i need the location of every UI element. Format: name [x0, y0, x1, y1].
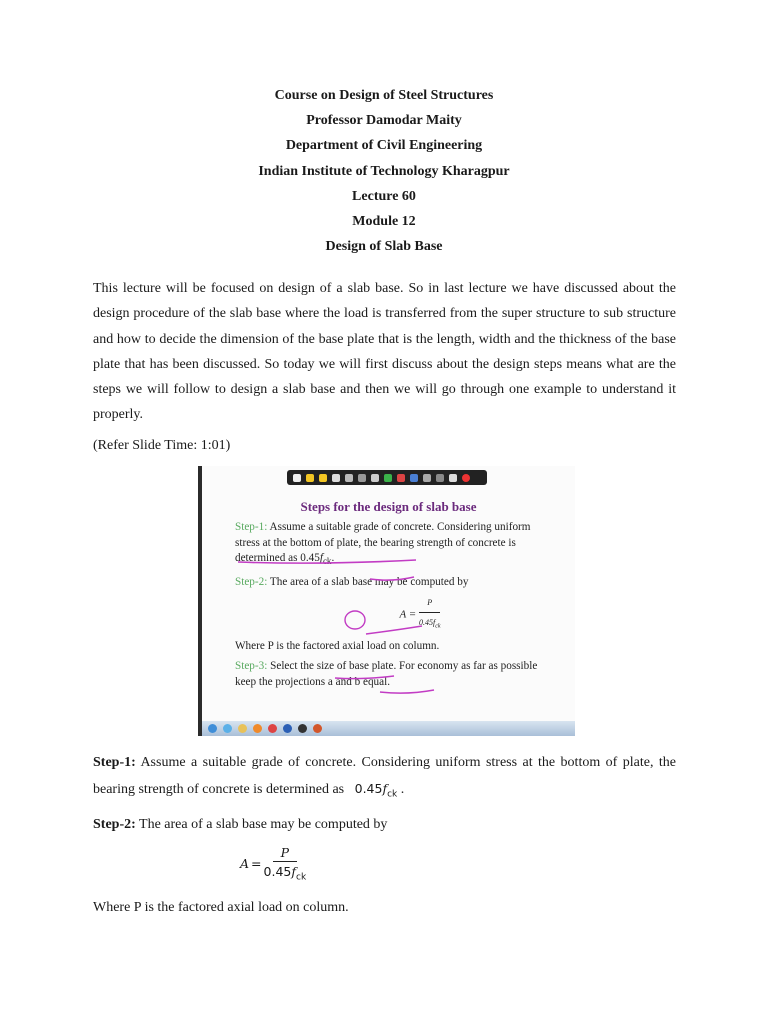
institute: Indian Institute of Technology Kharagpur — [258, 163, 510, 179]
clear-icon — [449, 474, 457, 482]
slide-step-3-label: Step-3: — [235, 660, 268, 673]
slide-step-3-text: Select the size of base plate. For economy as far as possible keep the projections a and b equal. — [235, 660, 538, 688]
red-pen-icon — [397, 474, 405, 482]
powerpoint-icon — [313, 724, 322, 733]
formula-numerator: P — [273, 845, 297, 862]
professor-name: Professor Damodar Maity — [306, 113, 462, 129]
slide-step-2-text: The area of a slab base may be computed by — [267, 575, 469, 588]
green-pen-icon — [384, 474, 392, 482]
folder-icon — [238, 724, 247, 733]
slide-step-1-label: Step-1: — [235, 521, 268, 533]
document-header — [0, 86, 768, 262]
department: Department of Civil Engineering — [285, 138, 483, 154]
app-icon — [298, 724, 307, 733]
pen-tool-icon — [306, 474, 314, 482]
word-icon — [283, 724, 292, 733]
slide-where-text: Where P is the factored axial load on column. — [235, 639, 440, 652]
undo-icon — [423, 474, 431, 482]
blue-pen-icon — [410, 474, 418, 482]
slide-step-2 — [235, 575, 545, 591]
lecture-topic: Design of Slab Base — [325, 239, 443, 255]
formula-lhs: A — [240, 856, 250, 872]
slide-toolbar — [287, 470, 487, 485]
refer-slide-time: (Refer Slide Time: 1:01) — [93, 438, 231, 453]
where-paragraph: Where P is the factored axial load on column. — [93, 900, 349, 915]
slide-body — [235, 520, 545, 695]
ie-icon — [223, 724, 232, 733]
step-2-paragraph — [93, 812, 676, 838]
line-tool-icon — [358, 474, 366, 482]
save-icon — [436, 474, 444, 482]
lecture-slide-image — [198, 466, 575, 736]
slide-formula: A = $\frac{P}{0.45f_{ck}}$ — [295, 595, 545, 635]
lecture-number: Lecture 60 — [352, 188, 416, 204]
highlighter-tool-icon — [319, 474, 327, 482]
eraser-tool-icon — [345, 474, 353, 482]
pointer-tool-icon — [293, 474, 301, 482]
step-1-text: Assume a suitable grade of concrete. Considering uniform stress at the bottom of plate, the bearing strength of concrete is determined as — [93, 755, 676, 797]
slide-step-3 — [235, 659, 545, 690]
slide-step-1: Step-1: Assume a suitable grade of concrete. Considering uniform stress at the bottom of plate, the bearing strength of concrete is determined as $0.45f_{ck}$. — [235, 521, 531, 567]
slide-step-1-text: Assume a suitable grade of concrete. Considering uniform stress at the bottom of plate, the bearing strength of concrete is determined as — [235, 521, 531, 564]
course-title: Course on Design of Steel Structures — [274, 88, 494, 103]
slide-taskbar — [202, 721, 575, 736]
media-icon — [253, 724, 262, 733]
slide-step-2-label: Step-2: — [235, 575, 268, 588]
formula-equals: = — [251, 856, 262, 872]
slide-title: Steps for the design of slab base — [300, 499, 477, 514]
marker-tool-icon — [332, 474, 340, 482]
module-number: Module 12 — [352, 213, 416, 229]
step-2-label: Step-2: — [93, 817, 136, 832]
step-1-paragraph: Step-1: Assume a suitable grade of concrete. Considering uniform stress at the bottom of plate, the bearing strength of concrete is determined as $0.45f_{ck}$ . — [93, 755, 676, 800]
step-2-text: The area of a slab base may be computed by — [135, 817, 388, 832]
formula-denominator: $0.45f_{ck}$ — [263, 864, 307, 883]
chrome-icon — [268, 724, 277, 733]
step-1-value: $0.45f_{ck}$ — [354, 781, 398, 800]
formula-fraction — [264, 845, 307, 883]
area-formula — [240, 845, 306, 883]
shape-tool-icon — [371, 474, 379, 482]
slide-step-1-value: $0.45f_{ck}$ — [300, 552, 332, 567]
step-1-label: Step-1: — [93, 755, 136, 770]
stop-icon — [462, 474, 470, 482]
intro-paragraph: This lecture will be focused on design of a slab base. So in last lecture we have discussed about the design procedure of the slab base where the load is transferred from the super structure to sub structure and how to decide the dimension of the base plate that is the length, width and the thickness of the base plate that has been discussed. So today we will first discuss about the design steps means what are the steps we will follow to design a slab base and then we will go through one example to understand it properly. — [93, 281, 676, 423]
start-icon — [208, 724, 217, 733]
